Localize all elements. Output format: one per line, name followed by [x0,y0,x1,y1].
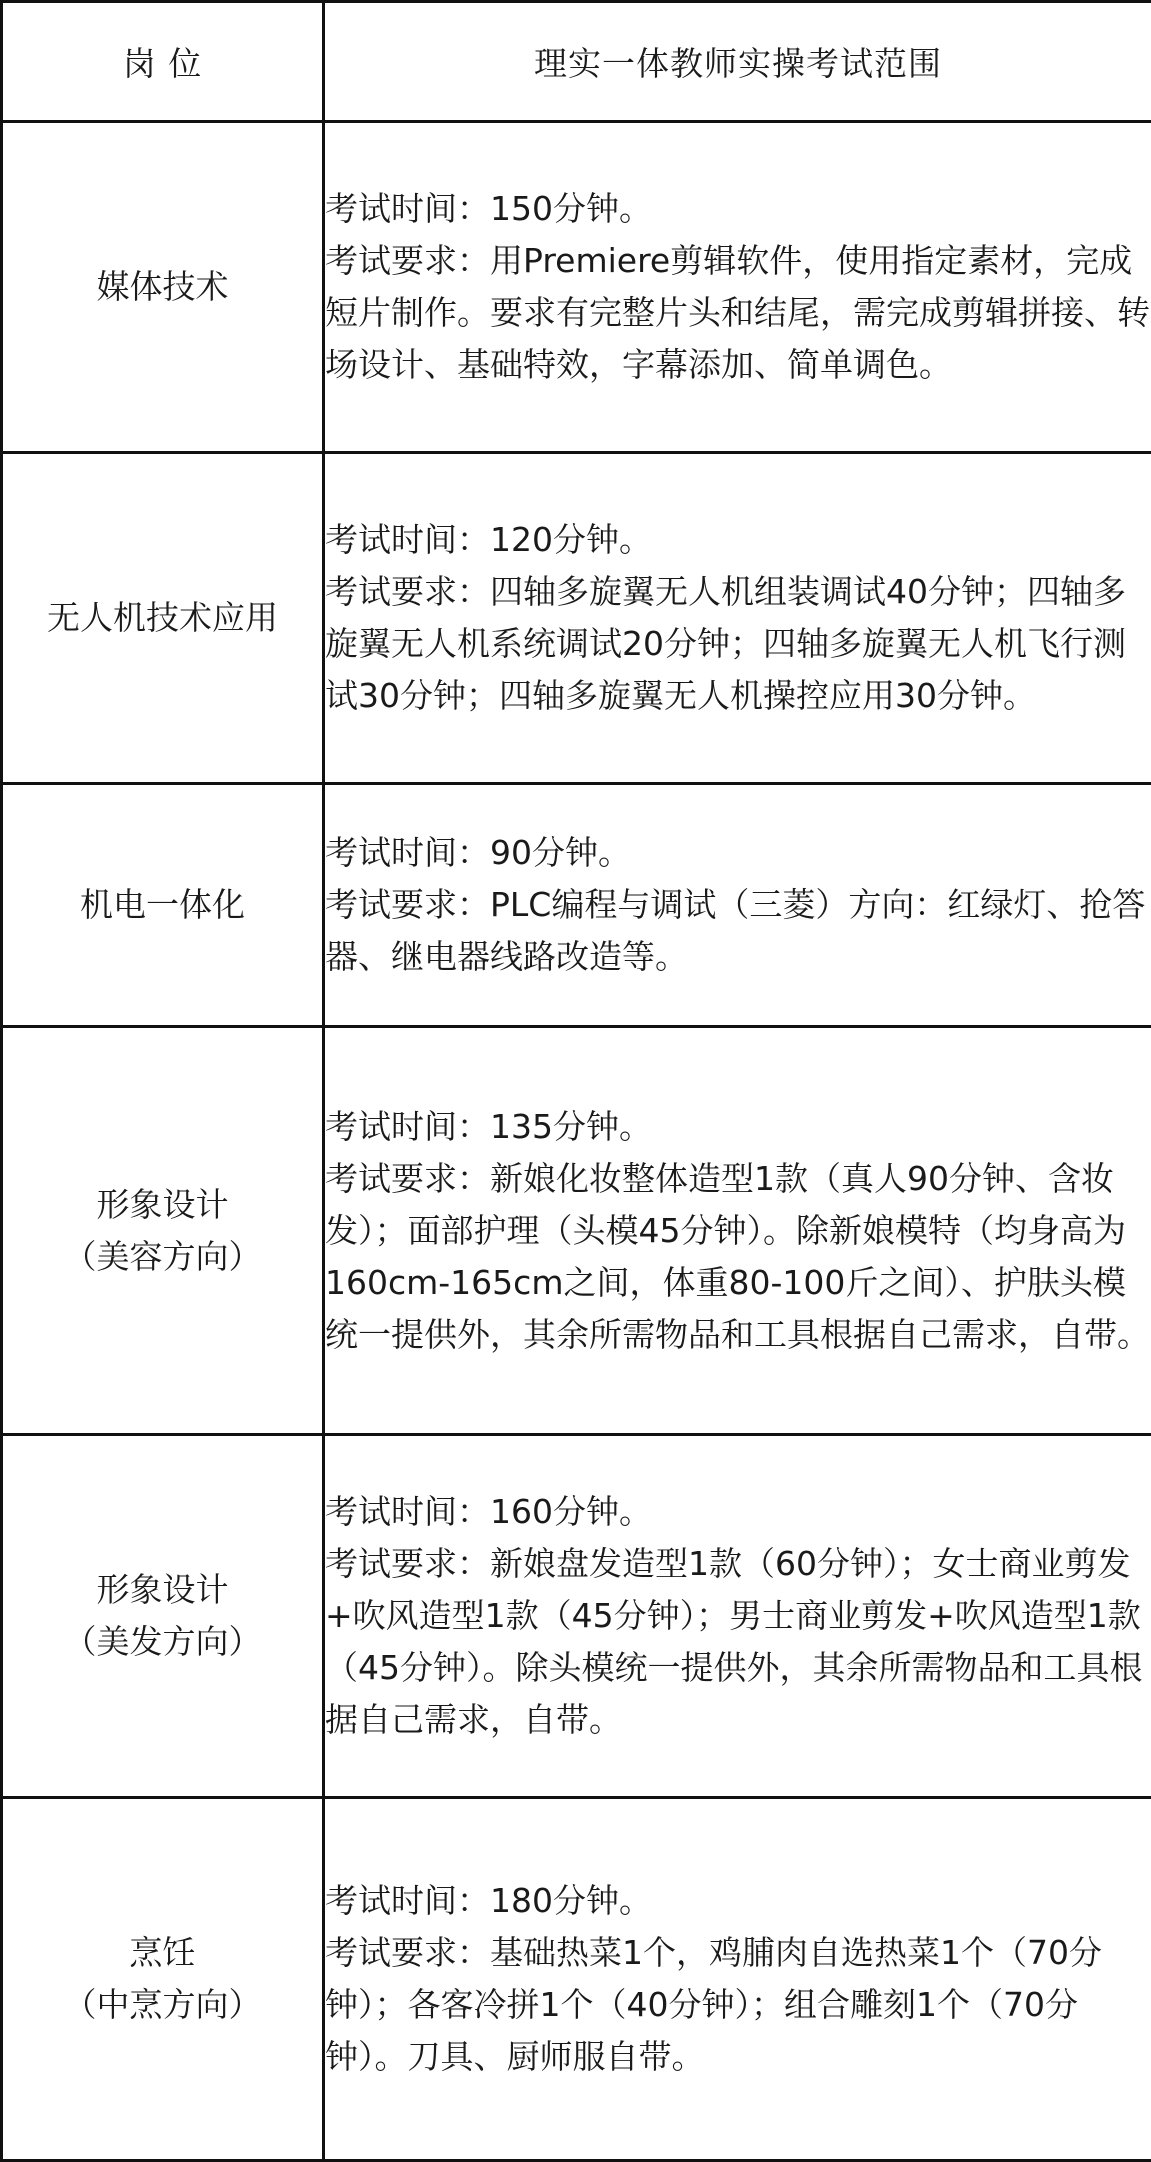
exam-requirement: 考试要求：PLC编程与调试（三菱）方向：红绿灯、抢答器、继电器线路改造等。 [325,879,1151,983]
exam-scope [324,1027,1151,1435]
post-name-line: 媒体技术 [3,261,322,313]
post-direction-line: （中烹方向） [3,1979,322,2031]
post-direction-line: （美发方向） [3,1616,322,1668]
table-row [2,1027,1151,1435]
table-row [2,122,1151,453]
exam-requirement: 考试要求：新娘化妆整体造型1款（真人90分钟、含妆发）；面部护理（头模45分钟）。除新娘模特（均身高为160cm-165cm之间，体重80-100斤之间）、护肤头模统一提供外，其余所需物品和工具根据自己需求，自带。 [325,1153,1151,1361]
exam-time: 考试时间：120分钟。 [325,514,1151,566]
exam-time: 考试时间：160分钟。 [325,1486,1151,1538]
post-name-line: 机电一体化 [3,879,322,931]
table-row [2,784,1151,1027]
post-name [2,1798,324,2161]
post-name [2,1435,324,1798]
table-header-row [2,2,1151,122]
post-name-line: 烹饪 [3,1927,322,1979]
exam-time: 考试时间：135分钟。 [325,1101,1151,1153]
table-row [2,1435,1151,1798]
exam-requirement: 考试要求：新娘盘发造型1款（60分钟）；女士商业剪发+吹风造型1款（45分钟）；男士商业剪发+吹风造型1款（45分钟）。除头模统一提供外，其余所需物品和工具根据自己需求，自带。 [325,1538,1151,1746]
exam-scope [324,784,1151,1027]
exam-time: 考试时间：150分钟。 [325,183,1151,235]
exam-requirement: 考试要求：基础热菜1个，鸡脯肉自选热菜1个（70分钟）；各客冷拼1个（40分钟）；组合雕刻1个（70分钟）。刀具、厨师服自带。 [325,1927,1151,2083]
exam-scope [324,1435,1151,1798]
table-row [2,453,1151,784]
header-post: 岗 位 [2,2,324,122]
post-name [2,1027,324,1435]
post-name-line: 形象设计 [3,1179,322,1231]
exam-requirement: 考试要求：四轴多旋翼无人机组装调试40分钟；四轴多旋翼无人机系统调试20分钟；四轴多旋翼无人机飞行测试30分钟；四轴多旋翼无人机操控应用30分钟。 [325,566,1151,722]
post-name-line: 无人机技术应用 [3,592,322,644]
header-exam-scope: 理实一体教师实操考试范围 [324,2,1151,122]
table-row [2,1798,1151,2161]
exam-time: 考试时间：90分钟。 [325,827,1151,879]
exam-requirement: 考试要求：用Premiere剪辑软件，使用指定素材，完成短片制作。要求有完整片头和结尾，需完成剪辑拼接、转场设计、基础特效，字幕添加、简单调色。 [325,235,1151,391]
post-direction-line: （美容方向） [3,1231,322,1283]
post-name [2,784,324,1027]
post-name [2,122,324,453]
exam-scope [324,1798,1151,2161]
exam-scope [324,122,1151,453]
exam-scope [324,453,1151,784]
exam-time: 考试时间：180分钟。 [325,1875,1151,1927]
post-name-line: 形象设计 [3,1564,322,1616]
post-name [2,453,324,784]
